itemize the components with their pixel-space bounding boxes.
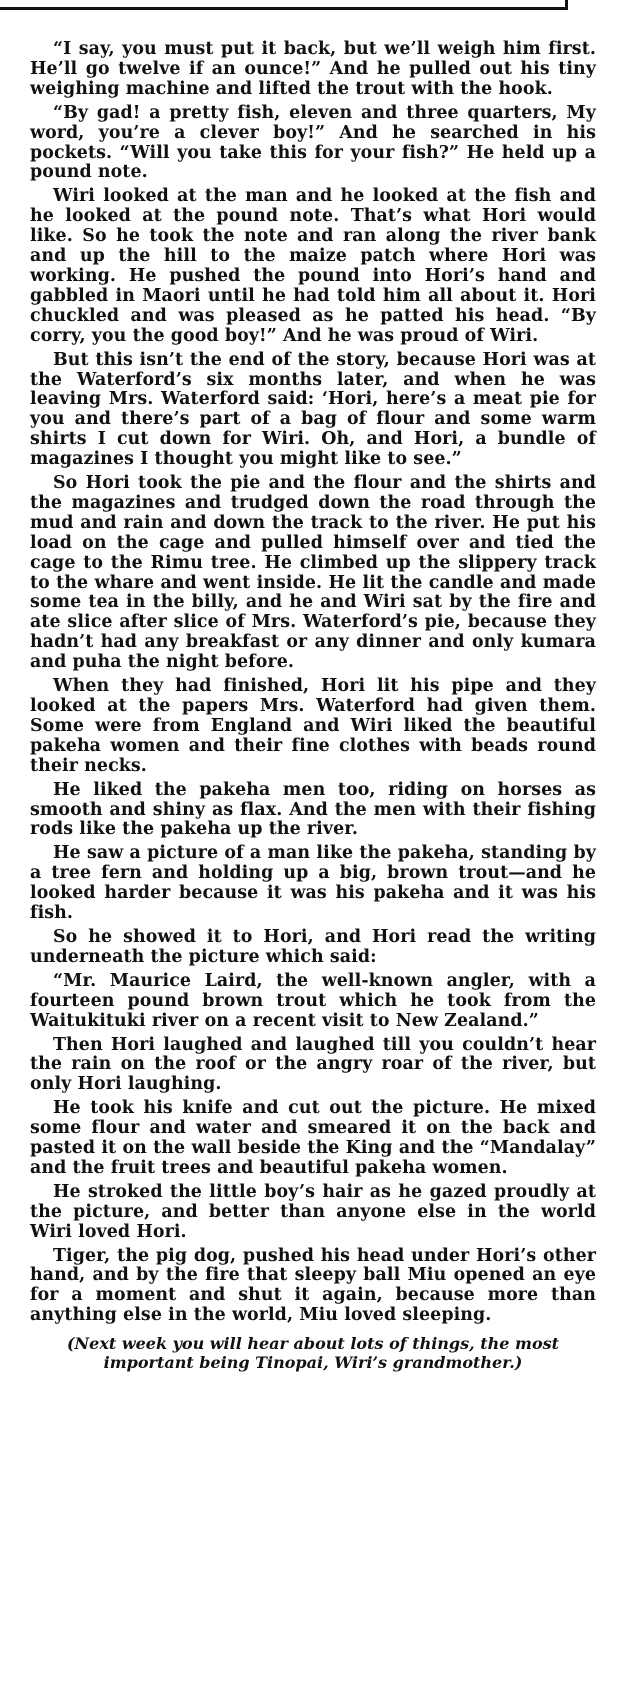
- paragraph-11: Then Hori laughed and laughed till you couldn’t hear the rain on the roof or the angry roar of the river, but only Hori laughing.: [30, 1034, 596, 1095]
- paragraph-12: He took his knife and cut out the picture. He mixed some flour and water and smeared it on the back and pasted it on the wall beside the King and the “Mandalay” and the fruit trees and beautiful pakeha women.: [30, 1098, 596, 1178]
- paragraph-2: “By gad! a pretty fish, eleven and three quarters, My word, you’re a clever boy!” And he searched in his pockets. “Will you take this for your fish?” He held up a pound note.: [30, 102, 596, 183]
- story-article: [30, 40, 596, 1372]
- paragraph-6: When they had finished, Hori lit his pipe and they looked at the papers Mrs. Waterford had given them. Some were from England and Wiri liked the beautiful pakeha women and their fine clothes with beads round their necks.: [30, 676, 596, 776]
- paragraph-9: So he showed it to Hori, and Hori read the writing underneath the picture which said:: [30, 926, 596, 967]
- paragraph-14: Tiger, the pig dog, pushed his head under Hori’s other hand, and by the fire that sleepy ball Miu opened an eye for a moment and shut it again, because more than anything else in the world, Miu loved sleeping.: [30, 1245, 596, 1326]
- paragraph-8: He saw a picture of a man like the pakeha, standing by a tree fern and holding up a big, brown trout—and he looked harder because it was his pakeha and it was his fish.: [30, 843, 596, 924]
- paragraph-3: Wiri looked at the man and he looked at the fish and he looked at the pound note. That’s what Hori would like. So he took the note and ran along the river bank and up the hill to the maize patch where Hori was working. He pushed the pound into Hori’s hand and gabbled in Maori until he had told him all about it. Hori chuckled and was pleased as he patted his head. “By corry, you the good boy!” And he was proud of Wiri.: [30, 186, 596, 346]
- paragraph-13: He stroked the little boy’s hair as he gazed proudly at the picture, and better than anyone else in the world Wiri loved Hori.: [30, 1181, 596, 1242]
- paragraph-1: “I say, you must put it back, but we’ll weigh him first. He’ll go twelve if an ounce!” And he pulled out his tiny weighing machine and lifted the trout with the hook.: [30, 39, 596, 99]
- paragraph-10: “Mr. Maurice Laird, the well-known angler, with a fourteen pound brown trout which he took from the Waitukituki river on a recent visit to New Zealand.”: [30, 970, 596, 1031]
- paragraph-5: So Hori took the pie and the flour and the shirts and the magazines and trudged down the road through the mud and rain and down the track to the river. He put his load on the cage and pulled himself over and tied the cage to the Rimu tree. He climbed up the slippery track to the whare and went inside. He lit the candle and made some tea in the billy, and he and Wiri sat by the fire and ate slice after slice of Mrs. Waterford’s pie, because they hadn’t had any breakfast or any dinner and only kumara and puha the night before.: [30, 473, 596, 673]
- paragraph-7: He liked the pakeha men too, riding on horses as smooth and shiny as flax. And the men with their fishing rods like the pakeha up the river.: [30, 779, 596, 840]
- top-border-rule: [0, 0, 568, 10]
- paragraph-4: But this isn’t the end of the story, because Hori was at the Waterford’s six months later, and when he was leaving Mrs. Waterford said: ‘Hori, here’s a meat pie for you and there’s part of a bag of flour and some warm shirts I cut down for Wiri. Oh, and Hori, a bundle of magazines I thought you might like to see.”: [30, 349, 596, 470]
- next-week-footnote: (Next week you will hear about lots of things, the most important being Tinopai, Wiri’s grandmother.): [66, 1334, 560, 1373]
